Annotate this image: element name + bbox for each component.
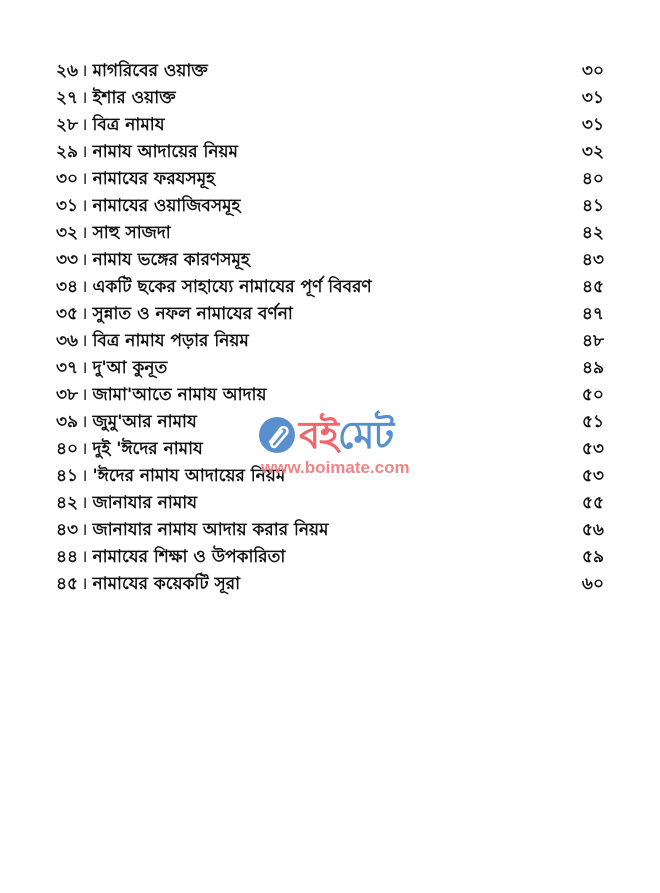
- toc-entry: [56, 409, 604, 436]
- toc-entry-number: ৩১: [56, 196, 79, 216]
- toc-entry-title: মাগরিবের ওয়াক্ত: [92, 61, 208, 81]
- toc-entry-number: ৪৫: [56, 574, 79, 594]
- toc-entry-number: ২৬: [56, 61, 79, 81]
- toc-entry: [56, 166, 604, 193]
- toc-entry-page: ৪১: [581, 196, 604, 216]
- toc-entry-number: ৪২: [56, 493, 79, 513]
- toc-entry-title: বিত্র নামায পড়ার নিয়ম: [92, 331, 249, 351]
- toc-entry-page: ৩২: [581, 142, 604, 162]
- toc-entry-number: ৩৬: [56, 331, 79, 351]
- toc-entry-page: ৪৮: [581, 331, 604, 351]
- toc-separator: ।: [81, 574, 88, 594]
- toc-entry-number: ৩৫: [56, 304, 79, 324]
- toc-entry: [56, 274, 604, 301]
- toc-separator: ।: [81, 331, 88, 351]
- toc-separator: ।: [81, 223, 88, 243]
- toc-entry-title: সুন্নাত ও নফল নামাযের বর্ণনা: [92, 304, 293, 324]
- toc-entry-page: ৬০: [581, 574, 604, 594]
- toc-entry-title: দু'আ কুনূত: [92, 358, 168, 378]
- toc-entry-title: একটি ছকের সাহায্যে নামাযের পূর্ণ বিবরণ: [92, 277, 372, 297]
- toc-entry-number: ৩০: [56, 169, 79, 189]
- toc-separator: ।: [81, 439, 88, 459]
- toc-entry-title: নামাযের ওয়াজিবসমূহ: [92, 196, 241, 216]
- toc-entry-title: জামা'আতে নামায আদায়: [92, 385, 267, 405]
- toc-entry-title: সাহু সাজদা: [92, 223, 171, 243]
- toc-separator: ।: [81, 358, 88, 378]
- toc-entry-title: নামায আদায়ের নিয়ম: [92, 142, 238, 162]
- toc-entry-number: ৩৩: [56, 250, 79, 270]
- toc-separator: ।: [81, 196, 88, 216]
- toc-entry-page: ৫৩: [581, 439, 604, 459]
- toc-entry-page: ৪২: [581, 223, 604, 243]
- toc-entry-number: ২৯: [56, 142, 79, 162]
- toc-entry-page: ৫৬: [581, 520, 604, 540]
- toc-entry-number: ৩৯: [56, 412, 79, 432]
- toc-entry: [56, 490, 604, 517]
- toc-entry-page: ৫০: [581, 385, 604, 405]
- watermark-url: www.boimate.com: [261, 458, 410, 477]
- toc-entry: [56, 112, 604, 139]
- toc-separator: ।: [81, 61, 88, 81]
- toc-entry-number: ৩২: [56, 223, 79, 243]
- toc-entry: [56, 436, 604, 463]
- toc-entry-number: ৩৪: [56, 277, 79, 297]
- toc-entry-number: ২৮: [56, 115, 79, 135]
- toc-separator: ।: [81, 304, 88, 324]
- toc-entry: [56, 328, 604, 355]
- toc-separator: ।: [81, 466, 88, 486]
- toc-entry-title: নামাযের কয়েকটি সূরা: [92, 574, 241, 594]
- toc-entry: [56, 382, 604, 409]
- toc-entry-title: দুই 'ঈদের নামায: [92, 439, 203, 459]
- toc-entry: [56, 220, 604, 247]
- toc-entry-number: ৩৭: [56, 358, 79, 378]
- toc-separator: ।: [81, 493, 88, 513]
- toc-entry: [56, 58, 604, 85]
- toc-entry-page: ৫৯: [581, 547, 604, 567]
- toc-entry: [56, 139, 604, 166]
- toc-entry-number: ৩৮: [56, 385, 79, 405]
- toc-entry: [56, 463, 604, 490]
- toc-entry-number: ৪৪: [56, 547, 79, 567]
- toc-separator: ।: [81, 169, 88, 189]
- toc-separator: ।: [81, 412, 88, 432]
- toc-entry: [56, 517, 604, 544]
- toc-entry-title: নামায ভঙ্গের কারণসমূহ: [92, 250, 250, 270]
- toc-entry-page: ৫৩: [581, 466, 604, 486]
- table-of-contents: [56, 58, 604, 598]
- toc-entry-title: জানাযার নামায আদায় করার নিয়ম: [92, 520, 329, 540]
- toc-entry-number: ৪৩: [56, 520, 79, 540]
- toc-entry-page: ৪০: [581, 169, 604, 189]
- toc-entry-title: নামাযের ফরযসমূহ: [92, 169, 216, 189]
- toc-entry: [56, 85, 604, 112]
- toc-entry-title: ইশার ওয়াক্ত: [92, 88, 176, 108]
- toc-entry-page: ৪৩: [581, 250, 604, 270]
- toc-entry-title: নামাযের শিক্ষা ও উপকারিতা: [92, 547, 286, 567]
- toc-entry-page: ৩১: [581, 88, 604, 108]
- toc-separator: ।: [81, 520, 88, 540]
- toc-separator: ।: [81, 277, 88, 297]
- toc-entry: [56, 544, 604, 571]
- toc-entry-page: ৪৫: [581, 277, 604, 297]
- toc-entry: [56, 301, 604, 328]
- toc-entry-page: ৪৯: [581, 358, 604, 378]
- toc-separator: ।: [81, 115, 88, 135]
- toc-entry: [56, 193, 604, 220]
- toc-entry-number: ৪১: [56, 466, 79, 486]
- toc-entry-page: ৪৭: [581, 304, 604, 324]
- toc-entry: [56, 355, 604, 382]
- toc-entry: [56, 571, 604, 598]
- toc-separator: ।: [81, 547, 88, 567]
- toc-entry-title: জুমু'আর নামায: [92, 412, 197, 432]
- toc-entry-number: ২৭: [56, 88, 79, 108]
- toc-entry-title: বিত্র নামায: [92, 115, 165, 135]
- toc-entry: [56, 247, 604, 274]
- toc-entry-page: ৫১: [581, 412, 604, 432]
- toc-entry-title: 'ঈদের নামায আদায়ের নিয়ম: [92, 466, 286, 486]
- toc-separator: ।: [81, 250, 88, 270]
- watermark-text-red: বই: [299, 413, 338, 457]
- toc-entry-title: জানাযার নামায: [92, 493, 197, 513]
- toc-entry-number: ৪০: [56, 439, 79, 459]
- toc-separator: ।: [81, 385, 88, 405]
- watermark-text-blue: মেট: [337, 413, 394, 457]
- toc-separator: ।: [81, 142, 88, 162]
- toc-entry-page: ৩০: [581, 61, 604, 81]
- toc-separator: ।: [81, 88, 88, 108]
- toc-entry-page: ৩১: [581, 115, 604, 135]
- toc-entry-page: ৫৫: [581, 493, 604, 513]
